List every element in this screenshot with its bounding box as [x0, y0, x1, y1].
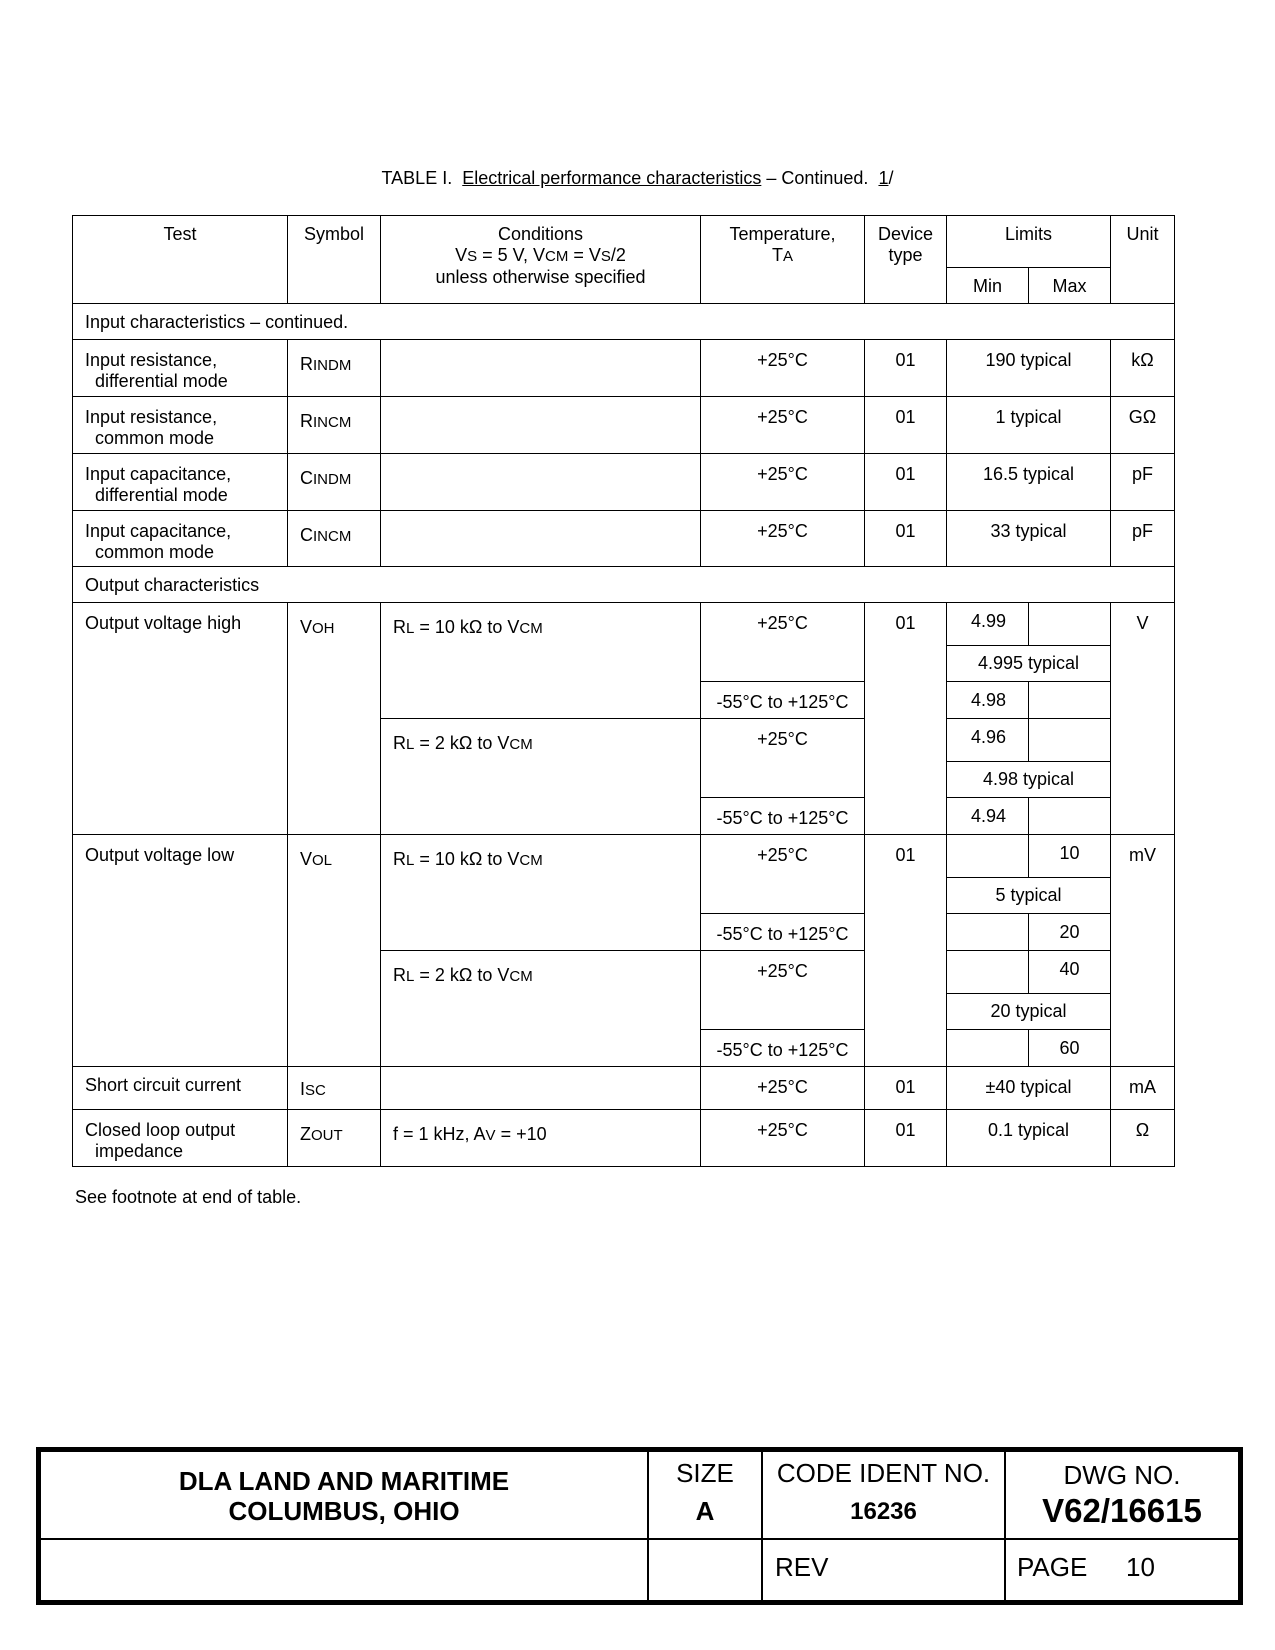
symbol-voh: VOH	[288, 603, 381, 835]
temp-rindm: +25°C	[701, 340, 865, 397]
temp-rincm: +25°C	[701, 397, 865, 454]
header-symbol: Symbol	[288, 216, 381, 304]
cond-cindm	[381, 454, 701, 511]
unit-voh: V	[1111, 603, 1175, 835]
max-voh-1	[1029, 603, 1111, 646]
device-rindm: 01	[865, 340, 947, 397]
cond-cincm	[381, 511, 701, 567]
test-cincm: Input capacitance, common mode	[73, 511, 288, 567]
min-voh-3: 4.96	[947, 719, 1029, 762]
limit-cincm: 33 typical	[947, 511, 1111, 567]
test-vol: Output voltage low	[73, 835, 288, 1067]
typ-voh-2: 4.98 typical	[947, 762, 1111, 798]
min-voh-2: 4.98	[947, 682, 1029, 719]
conditions-title: Conditions	[497, 224, 584, 244]
cond-voh-10k: RL = 10 kΩ to VCM	[381, 603, 701, 719]
temp-cincm: +25°C	[701, 511, 865, 567]
unit-isc: mA	[1111, 1067, 1175, 1110]
device-rincm: 01	[865, 397, 947, 454]
test-voh: Output voltage high	[73, 603, 288, 835]
unit-vol: mV	[1111, 835, 1175, 1067]
min-voh-1: 4.99	[947, 603, 1029, 646]
device-voh: 01	[865, 603, 947, 835]
temp-vol-3: +25°C	[701, 951, 865, 1030]
size-label: SIZE	[676, 1458, 734, 1488]
dwg-value: V62/16615	[1042, 1492, 1202, 1529]
min-voh-4: 4.94	[947, 798, 1029, 835]
max-voh-3	[1029, 719, 1111, 762]
max-vol-4: 60	[1029, 1030, 1111, 1067]
page-label: PAGE	[1017, 1552, 1088, 1582]
cond-vol-2k: RL = 2 kΩ to VCM	[381, 951, 701, 1067]
limit-cindm: 16.5 typical	[947, 454, 1111, 511]
device-isc: 01	[865, 1067, 947, 1110]
max-vol-2: 20	[1029, 914, 1111, 951]
section-output: Output characteristics	[73, 567, 1175, 603]
table-caption	[0, 168, 1275, 189]
size-value: A	[695, 1496, 715, 1526]
symbol-vol: VOL	[288, 835, 381, 1067]
cond-voh-2k: RL = 2 kΩ to VCM	[381, 719, 701, 835]
temp-vol-1: +25°C	[701, 835, 865, 914]
table-row	[73, 397, 1175, 454]
cond-rincm	[381, 397, 701, 454]
temp-voh-4: -55°C to +125°C	[701, 798, 865, 835]
device-zout: 01	[865, 1110, 947, 1167]
title-block	[36, 1447, 1243, 1605]
table-title: Electrical performance characteristics	[462, 168, 762, 188]
symbol-cindm: CINDM	[288, 454, 381, 511]
temp-voh-2: -55°C to +125°C	[701, 682, 865, 719]
header-conditions	[381, 216, 701, 304]
temp-voh-1: +25°C	[701, 603, 865, 682]
header-min: Min	[947, 268, 1029, 304]
typ-voh-1: 4.995 typical	[947, 646, 1111, 682]
test-isc: Short circuit current	[73, 1067, 288, 1110]
code-ident-value: 16236	[850, 1498, 917, 1525]
unit-rincm: GΩ	[1111, 397, 1175, 454]
min-vol-1	[947, 835, 1029, 878]
table-continued: – Continued.	[766, 168, 869, 188]
temp-voh-3: +25°C	[701, 719, 865, 798]
cond-isc	[381, 1067, 701, 1110]
max-vol-3: 40	[1029, 951, 1111, 994]
header-test: Test	[73, 216, 288, 304]
limit-rindm: 190 typical	[947, 340, 1111, 397]
min-vol-4	[947, 1030, 1029, 1067]
unit-zout: Ω	[1111, 1110, 1175, 1167]
limit-rincm: 1 typical	[947, 397, 1111, 454]
symbol-isc: ISC	[288, 1067, 381, 1110]
test-cindm: Input capacitance, differential mode	[73, 454, 288, 511]
table-row	[73, 835, 1175, 878]
temp-vol-2: -55°C to +125°C	[701, 914, 865, 951]
test-rindm: Input resistance, differential mode	[73, 340, 288, 397]
device-vol: 01	[865, 835, 947, 1067]
table-row	[73, 603, 1175, 646]
cond-rindm	[381, 340, 701, 397]
table-row	[73, 511, 1175, 567]
unit-cindm: pF	[1111, 454, 1175, 511]
footnote-slash: /	[888, 168, 894, 188]
temp-vol-4: -55°C to +125°C	[701, 1030, 865, 1067]
typ-vol-2: 20 typical	[947, 994, 1111, 1030]
cond-vol-10k: RL = 10 kΩ to VCM	[381, 835, 701, 951]
footnote-note: See footnote at end of table.	[75, 1187, 302, 1207]
symbol-rincm: RINCM	[288, 397, 381, 454]
min-vol-3	[947, 951, 1029, 994]
max-voh-4	[1029, 798, 1111, 835]
header-temperature: Temperature, TA	[701, 216, 865, 304]
test-zout: Closed loop output impedance	[73, 1110, 288, 1167]
section-input: Input characteristics – continued.	[73, 304, 1175, 340]
conditions-supply: VS = 5 V, VCM = VS/2	[455, 245, 626, 265]
table-row	[73, 1067, 1175, 1110]
header-max: Max	[1029, 268, 1111, 304]
dwg-label: DWG NO.	[1063, 1460, 1181, 1490]
temp-cindm: +25°C	[701, 454, 865, 511]
device-cindm: 01	[865, 454, 947, 511]
footnote-ref: 1	[878, 168, 889, 188]
unit-rindm: kΩ	[1111, 340, 1175, 397]
header-unit: Unit	[1111, 216, 1175, 304]
min-vol-2	[947, 914, 1029, 951]
rev-label: REV	[775, 1552, 829, 1582]
symbol-cincm: CINCM	[288, 511, 381, 567]
table-label: TABLE I.	[381, 168, 453, 188]
header-limits: Limits	[947, 216, 1111, 268]
max-voh-2	[1029, 682, 1111, 719]
table-row	[73, 1110, 1175, 1167]
conditions-note: unless otherwise specified	[435, 267, 646, 287]
typ-vol-1: 5 typical	[947, 878, 1111, 914]
code-ident-label: CODE IDENT NO.	[776, 1458, 991, 1488]
page-number: 10	[1126, 1552, 1155, 1582]
temp-isc: +25°C	[701, 1067, 865, 1110]
limit-isc: ±40 typical	[947, 1067, 1111, 1110]
table-row	[73, 454, 1175, 511]
header-device-type: Device type	[865, 216, 947, 304]
max-vol-1: 10	[1029, 835, 1111, 878]
limit-zout: 0.1 typical	[947, 1110, 1111, 1167]
unit-cincm: pF	[1111, 511, 1175, 567]
spec-table	[72, 215, 1175, 1167]
temp-zout: +25°C	[701, 1110, 865, 1167]
org-name: DLA LAND AND MARITIME COLUMBUS, OHIO	[178, 1466, 510, 1526]
cond-zout: f = 1 kHz, AV = +10	[381, 1110, 701, 1167]
symbol-rindm: RINDM	[288, 340, 381, 397]
device-cincm: 01	[865, 511, 947, 567]
symbol-zout: ZOUT	[288, 1110, 381, 1167]
table-row	[73, 340, 1175, 397]
test-rincm: Input resistance, common mode	[73, 397, 288, 454]
